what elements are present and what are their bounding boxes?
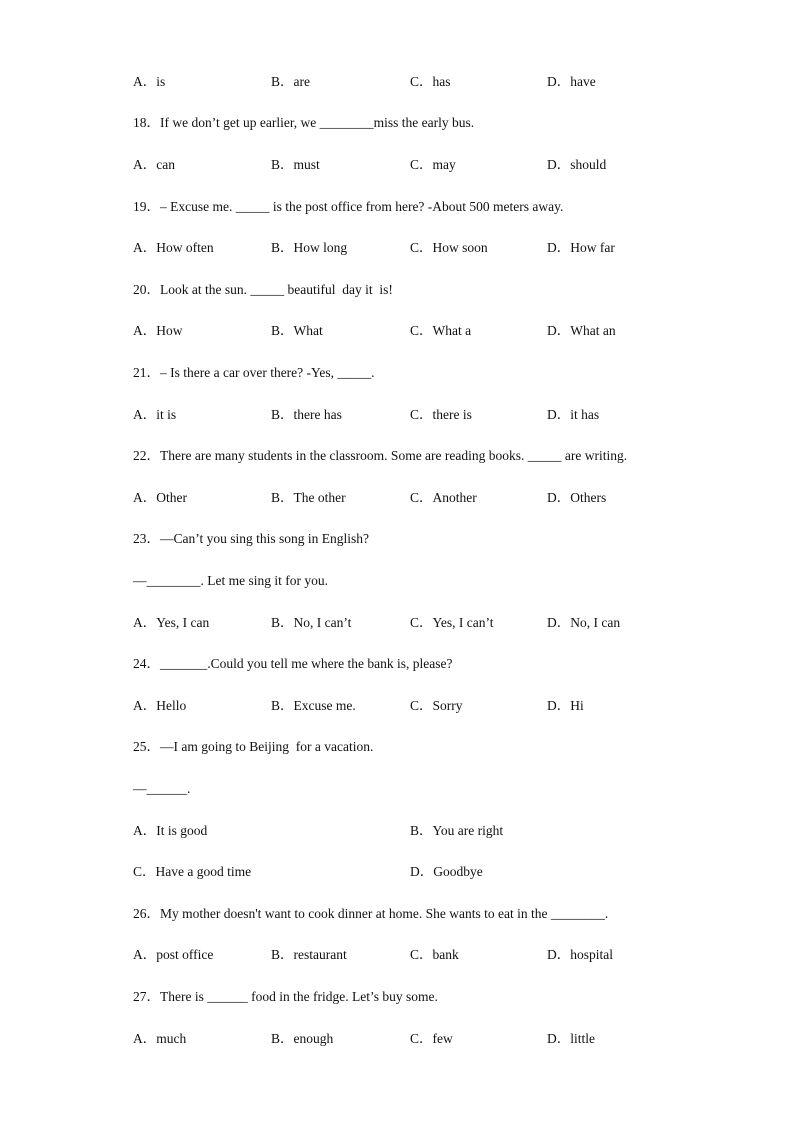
question-stem: 25．—I am going to Beijing for a vacation. [133, 739, 374, 754]
answer-option: D．What an [547, 323, 616, 338]
answer-option: B．The other [271, 490, 346, 505]
answer-option: D．it has [547, 407, 600, 422]
answer-option: D．Hi [547, 698, 584, 713]
answer-option: A．is [133, 74, 166, 89]
answer-option: A．Yes, I can [133, 615, 210, 630]
answer-option: C．Sorry [410, 698, 463, 713]
answer-option: B．What [271, 323, 323, 338]
answer-option: B．enough [271, 1031, 334, 1046]
question-stem: 27．There is ______ food in the fridge. Let’s buy some. [133, 989, 438, 1004]
answer-option: D．little [547, 1031, 595, 1046]
answer-option: C．bank [410, 947, 459, 962]
answer-option: C．How soon [410, 240, 488, 255]
question-stem: 24．_______.Could you tell me where the bank is, please? [133, 656, 453, 671]
question-stem: 26．My mother doesn't want to cook dinner at home. She wants to eat in the ________. [133, 906, 609, 921]
answer-option: D．No, I can [547, 615, 621, 630]
answer-option: B．are [271, 74, 310, 89]
answer-option: D．Others [547, 490, 607, 505]
answer-option: B．must [271, 157, 320, 172]
answer-option: A．can [133, 157, 175, 172]
question-stem: 19．– Excuse me. _____ is the post office from here? -About 500 meters away. [133, 199, 564, 214]
answer-option: C．Have a good time [133, 864, 252, 879]
answer-option: B．there has [271, 407, 342, 422]
answer-option: A．it is [133, 407, 177, 422]
answer-option: C．Another [410, 490, 477, 505]
answer-option: B．You are right [410, 823, 504, 838]
answer-option: B．restaurant [271, 947, 347, 962]
answer-option: C．Yes, I can’t [410, 615, 494, 630]
answer-option: C．may [410, 157, 456, 172]
question-stem: 22．There are many students in the classroom. Some are reading books. _____ are writing. [133, 448, 628, 463]
answer-option: C．What a [410, 323, 472, 338]
answer-option: A．It is good [133, 823, 208, 838]
answer-option: A．How often [133, 240, 214, 255]
answer-option: D．have [547, 74, 596, 89]
answer-option: A．How [133, 323, 183, 338]
question-stem: 21．– Is there a car over there? -Yes, _____. [133, 365, 375, 380]
answer-option: D．hospital [547, 947, 613, 962]
answer-option: A．Hello [133, 698, 187, 713]
question-stem: 23．—Can’t you sing this song in English? [133, 531, 370, 546]
answer-option: C．has [410, 74, 451, 89]
answer-option: D．How far [547, 240, 615, 255]
question-stem: —______. [133, 781, 191, 796]
answer-option: D．Goodbye [410, 864, 483, 879]
question-stem: 20．Look at the sun. _____ beautiful day it is! [133, 282, 393, 297]
answer-option: A．Other [133, 490, 187, 505]
answer-option: B．How long [271, 240, 348, 255]
question-stem: 18．If we don’t get up earlier, we ________miss the early bus. [133, 115, 475, 130]
answer-option: C．there is [410, 407, 472, 422]
answer-option: A．much [133, 1031, 187, 1046]
answer-option: D．should [547, 157, 607, 172]
question-stem: —________. Let me sing it for you. [133, 573, 328, 588]
answer-option: A．post office [133, 947, 214, 962]
answer-option: C．few [410, 1031, 453, 1046]
answer-option: B．No, I can’t [271, 615, 352, 630]
answer-option: B．Excuse me. [271, 698, 356, 713]
